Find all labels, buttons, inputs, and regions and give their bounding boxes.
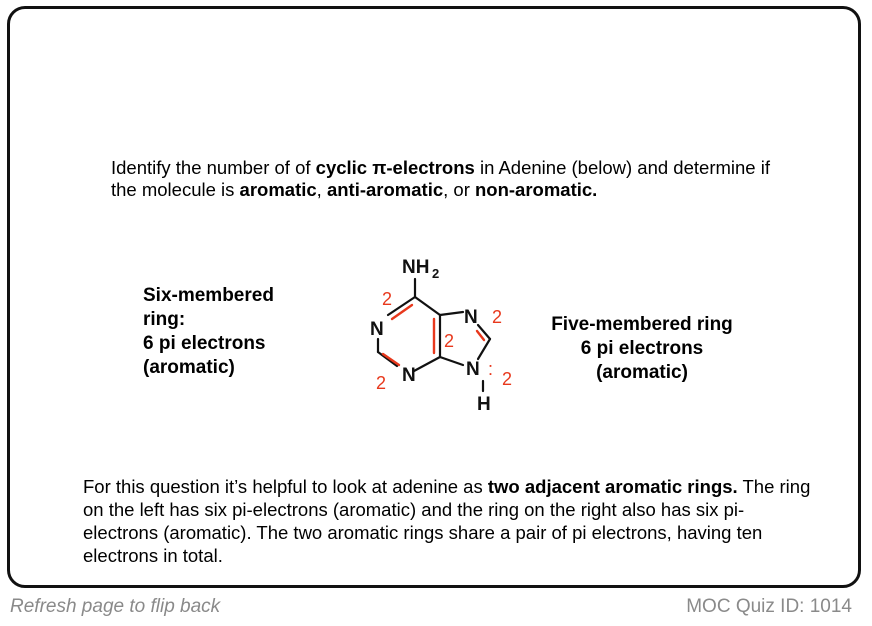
question-emphasis: non-aromatic.: [475, 179, 598, 200]
bond: [414, 357, 440, 371]
quiz-card[interactable]: [7, 6, 861, 588]
six-ring-verdict: (aromatic): [143, 357, 235, 378]
explanation-part: The ring on the left has six pi-electrons (aromatic) and the ring on the right also has six pi-electrons (aromatic). The two aromatic rings share a pair of pi electrons, having ten electrons in total.: [83, 476, 811, 566]
six-ring-annotation: [143, 284, 313, 380]
amine-subscript: 2: [432, 266, 440, 281]
bond: [415, 297, 440, 315]
pi-count-lone-pair: 2: [502, 369, 513, 389]
lone-pair-dots: :: [488, 359, 494, 379]
question-emphasis: cyclic π-electrons: [315, 157, 475, 178]
atom-h9: H: [477, 394, 491, 415]
question-emphasis: aromatic: [239, 179, 317, 200]
bond: [440, 312, 463, 315]
pi-count-bottom: 2: [376, 373, 387, 393]
atom-n7: N: [464, 307, 478, 328]
bond: [378, 352, 397, 366]
pi-bond: [383, 354, 399, 365]
explanation-part: For this question it’s helpful to look at adenine as: [83, 476, 488, 497]
pi-bond: [392, 305, 412, 319]
atom-n1: N: [370, 319, 384, 340]
bond: [440, 357, 463, 365]
pi-count-shared: 2: [444, 331, 455, 351]
amine-label: NH: [402, 257, 430, 278]
refresh-hint: Refresh page to flip back: [10, 596, 221, 617]
bond: [478, 339, 490, 359]
five-ring-title: Five-membered ring: [551, 314, 733, 335]
question-part: Identify the number of of: [111, 157, 316, 178]
five-ring-verdict: (aromatic): [596, 362, 688, 383]
atom-n3: N: [402, 365, 416, 386]
question-part: ,: [316, 179, 327, 200]
answer-explanation: [83, 475, 813, 567]
five-ring-annotation: [522, 313, 762, 385]
question-part: in Adenine (below) and determine if the molecule is: [111, 157, 770, 200]
bond: [478, 325, 490, 339]
explanation-emphasis: two adjacent aromatic rings.: [487, 476, 738, 497]
question-part: , or: [443, 179, 475, 200]
five-ring-count: 6 pi electrons: [580, 338, 704, 359]
question-text: [111, 157, 771, 201]
six-ring-title: Six-membered ring:: [143, 285, 274, 330]
six-ring-count: 6 pi electrons: [143, 333, 266, 354]
adenine-structure: [350, 257, 520, 417]
question-emphasis: anti-aromatic: [326, 179, 444, 200]
atom-n9: N: [466, 359, 480, 380]
pi-count-top: 2: [382, 289, 393, 309]
quiz-id: MOC Quiz ID: 1014: [686, 596, 852, 617]
pi-count-n7: 2: [492, 307, 503, 327]
